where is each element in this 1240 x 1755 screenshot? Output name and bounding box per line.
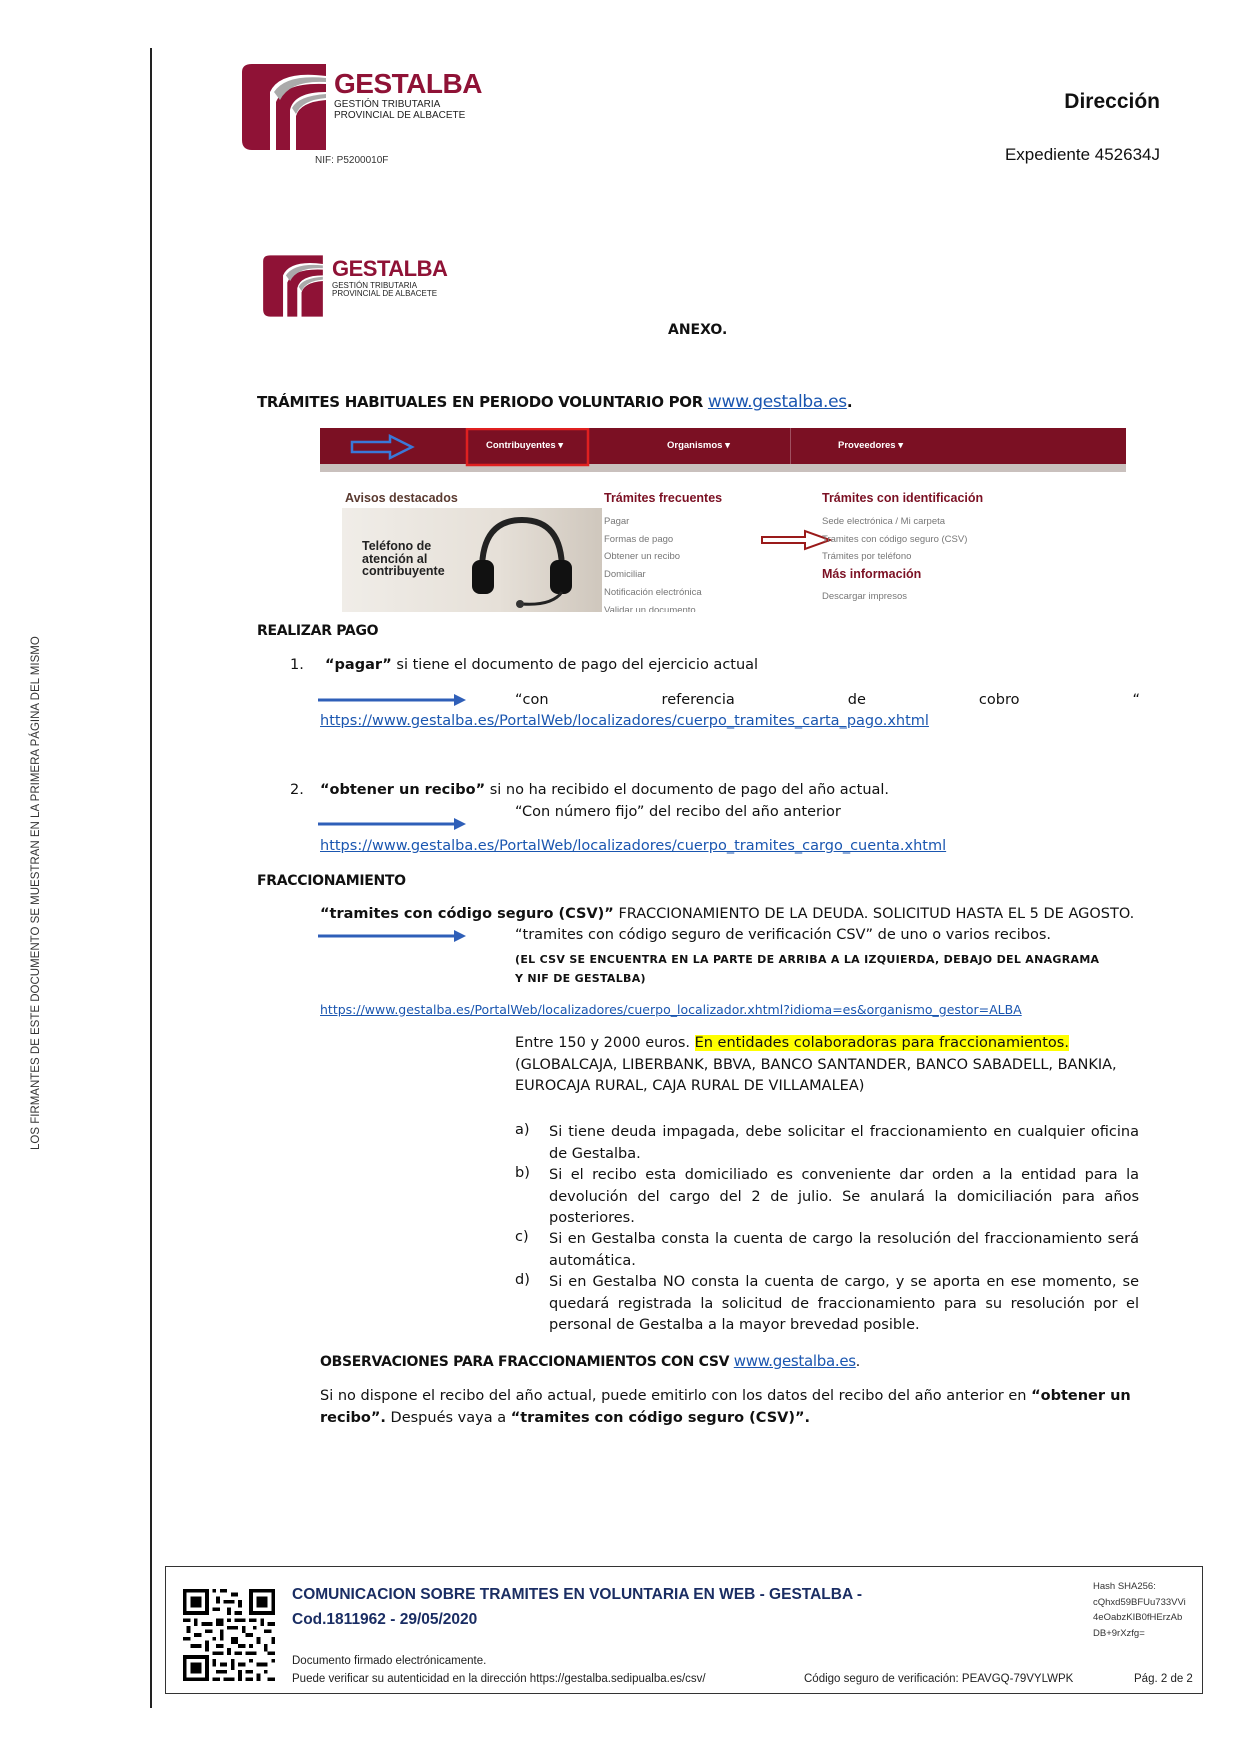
case-a-label: a) xyxy=(515,1122,530,1138)
identificacion-title: Trámites con identificación xyxy=(822,491,984,505)
blue-arrow-icon xyxy=(318,929,468,943)
logo-subtitle-1: GESTIÓN TRIBUTARIA xyxy=(334,99,441,110)
csv-note-2: Y NIF DE GESTALBA) xyxy=(515,972,646,985)
item2-bold: “obtener un recibo” xyxy=(320,782,486,798)
item1-number: 1. xyxy=(290,657,304,673)
case-c-label: c) xyxy=(515,1229,529,1245)
blue-arrow-icon xyxy=(318,693,468,707)
nif-label: NIF: P5200010F xyxy=(315,155,389,166)
observaciones-heading-text: OBSERVACIONES PARA FRACCIONAMIENTOS CON CSV xyxy=(320,1354,734,1370)
link-notificacion[interactable]: Notificación electrónica xyxy=(604,587,702,598)
item1-line xyxy=(325,657,758,673)
left-margin-line xyxy=(150,48,152,1708)
highlight-box-contribuyentes xyxy=(467,429,588,465)
gestalba-link[interactable]: www.gestalba.es xyxy=(707,392,847,412)
link-descargar[interactable]: Descargar impresos xyxy=(822,591,907,602)
fraccionamiento-heading: FRACCIONAMIENTO xyxy=(257,873,406,889)
fracc-line1-bold: “tramites con código seguro (CSV)” xyxy=(320,906,614,922)
observaciones-suffix: . xyxy=(855,1354,860,1370)
case-d-text: Si en Gestalba NO consta la cuenta de cargo, y se aporta en ese momento, se quedará registrada la solicitud de fraccionamiento para su resolución por el personal de Gestalba a la mayor brevedad posible. xyxy=(549,1274,1139,1333)
link-csv[interactable]: Tramites con código seguro (CSV) xyxy=(822,534,968,545)
item1-link[interactable]: https://www.gestalba.es/PortalWeb/localizadores/cuerpo_tramites_carta_pago.xhtml xyxy=(320,713,929,729)
avisos-title: Avisos destacados xyxy=(345,491,458,505)
observaciones-text-2: Después vaya a xyxy=(385,1410,511,1426)
qr-code-icon xyxy=(183,1589,275,1681)
link-validar[interactable]: Validar un documento xyxy=(604,605,696,612)
footer-signed-note: Documento firmado electrónicamente. xyxy=(292,1655,487,1667)
realizar-pago-heading: REALIZAR PAGO xyxy=(257,623,379,639)
case-a-text: Si tiene deuda impagada, debe solicitar el fraccionamiento en cualquier oficina de Gestalba. xyxy=(549,1124,1139,1162)
item1-quote: “con referencia de cobro “ xyxy=(515,692,1140,708)
gestalba-logo-icon xyxy=(240,62,328,152)
footer-title xyxy=(292,1583,992,1633)
link-pagar[interactable]: Pagar xyxy=(604,516,630,527)
red-arrow-csv-icon xyxy=(762,531,830,549)
case-c-text: Si en Gestalba consta la cuenta de cargo la resolución del fraccionamiento será automática. xyxy=(549,1231,1139,1269)
frecuentes-title: Trámites frecuentes xyxy=(604,491,723,505)
tramites-heading xyxy=(257,392,852,412)
item2-link[interactable]: https://www.gestalba.es/PortalWeb/localizadores/cuerpo_tramites_cargo_cuenta.xhtml xyxy=(320,838,947,854)
case-b-label: b) xyxy=(515,1165,530,1181)
logo-wordmark: GESTALBA xyxy=(334,68,482,99)
footer-page-number: Pág. 2 de 2 xyxy=(1134,1673,1193,1685)
fracc-line1 xyxy=(320,906,1134,922)
tramites-heading-text: TRÁMITES HABITUALES EN PERIODO VOLUNTARIO POR xyxy=(257,393,708,411)
anexo-logo xyxy=(258,254,447,318)
website-screenshot xyxy=(320,428,1126,612)
footer-title-1: COMUNICACION SOBRE TRAMITES EN VOLUNTARIA EN WEB - GESTALBA - xyxy=(292,1586,863,1603)
phone-banner-text: Teléfono de atención al contribuyente xyxy=(362,539,445,578)
item2-number: 2. xyxy=(290,782,304,798)
observaciones-text-1: Si no dispone el recibo del año actual, puede emitirlo con los datos del recibo del año anterior en xyxy=(320,1388,1032,1404)
anexo-logo-subtitle-1: GESTIÓN TRIBUTARIA xyxy=(332,281,418,290)
logo-subtitle-2: PROVINCIAL DE ALBACETE xyxy=(334,109,466,121)
observaciones-heading xyxy=(320,1352,860,1370)
link-domiciliar[interactable]: Domiciliar xyxy=(604,569,646,580)
entities-line-2: EUROCAJA RURAL, CAJA RURAL DE VILLAMALEA) xyxy=(515,1078,865,1094)
anexo-logo-subtitle-2: PROVINCIAL DE ALBACETE xyxy=(332,289,438,299)
side-signers-note: LOS FIRMANTES DE ESTE DOCUMENTO SE MUESTRAN EN LA PRIMERA PÁGINA DEL MISMO xyxy=(30,636,42,1150)
mas-info-title: Más información xyxy=(822,567,922,581)
fracc-line1-text: FRACCIONAMIENTO DE LA DEUDA. SOLICITUD HASTA EL 5 DE AGOSTO. xyxy=(613,906,1135,922)
fracc-range xyxy=(515,1035,1069,1051)
fracc-link[interactable]: https://www.gestalba.es/PortalWeb/localizadores/cuerpo_localizador.xhtml?idioma=es&organismo_gestor=ALBA xyxy=(320,1002,1022,1017)
fracc-range-highlight: En entidades colaboradoras para fraccionamientos. xyxy=(694,1035,1069,1051)
fracc-range-text: Entre 150 y 2000 euros. xyxy=(515,1035,695,1051)
header-logo xyxy=(240,62,482,152)
footer-hash: Hash SHA256: cQhxd59BFUu733VVi 4eOabzKIB0fHErzAb DB+9rXzfg= xyxy=(1093,1581,1186,1640)
link-sede[interactable]: Sede electrónica / Mi carpeta xyxy=(822,516,946,527)
nav-contribuyentes[interactable]: Contribuyentes ▾ xyxy=(486,440,564,451)
item2-text: si no ha recibido el documento de pago del año actual. xyxy=(485,782,890,798)
anexo-title: ANEXO. xyxy=(668,322,728,338)
observaciones-link[interactable]: www.gestalba.es xyxy=(733,1352,856,1370)
link-formas-pago[interactable]: Formas de pago xyxy=(604,534,674,545)
gestalba-logo-small-icon xyxy=(258,254,328,318)
observaciones-bold-1: “obtener un recibo”. xyxy=(320,1388,1131,1426)
item2-quote: “Con número fijo” del recibo del año anterior xyxy=(515,804,841,820)
case-b-text: Si el recibo esta domiciliado es conveniente dar orden a la entidad para la devolución del cargo del 2 de julio. Se anulará la domiciliación para años posteriores. xyxy=(549,1167,1139,1226)
signature-footer xyxy=(165,1566,1203,1694)
direccion-label: Dirección xyxy=(1064,90,1160,113)
csv-note-1: (EL CSV SE ENCUENTRA EN LA PARTE DE ARRIBA A LA IZQUIERDA, DEBAJO DEL ANAGRAMA xyxy=(515,953,1100,966)
link-obtener-recibo[interactable]: Obtener un recibo xyxy=(604,551,681,562)
entities-line-1: (GLOBALCAJA, LIBERBANK, BBVA, BANCO SANTANDER, BANCO SABADELL, BANKIA, xyxy=(515,1057,1117,1073)
blue-arrow-icon xyxy=(352,436,412,458)
observaciones-text xyxy=(320,1385,1140,1429)
item1-text: si tiene el documento de pago del ejercicio actual xyxy=(391,657,759,673)
footer-title-2: Cod.1811962 - 29/05/2020 xyxy=(292,1610,478,1628)
nav-organismos[interactable]: Organismos ▾ xyxy=(667,440,730,451)
item1-bold: “pagar” xyxy=(325,657,392,673)
fracc-line2: “tramites con código seguro de verificación CSV” de uno o varios recibos. xyxy=(515,927,1051,943)
tramites-heading-suffix: . xyxy=(846,393,853,411)
expediente-label: Expediente 452634J xyxy=(1004,145,1160,164)
footer-csv-code: Código seguro de verificación: PEAVGQ-79VYLWPK xyxy=(804,1673,1074,1685)
footer-verify-note: Puede verificar su autenticidad en la dirección https://gestalba.sedipualba.es/csv/ xyxy=(292,1673,706,1685)
case-d-label: d) xyxy=(515,1272,530,1288)
link-telefono[interactable]: Trámites por teléfono xyxy=(822,551,912,562)
observaciones-bold-2: “tramites con código seguro (CSV)”. xyxy=(510,1410,811,1426)
blue-arrow-icon xyxy=(318,817,468,831)
headset-icon xyxy=(462,510,582,610)
nav-proveedores[interactable]: Proveedores ▾ xyxy=(838,440,903,451)
item2-line xyxy=(320,782,889,798)
anexo-logo-wordmark: GESTALBA xyxy=(332,256,448,281)
